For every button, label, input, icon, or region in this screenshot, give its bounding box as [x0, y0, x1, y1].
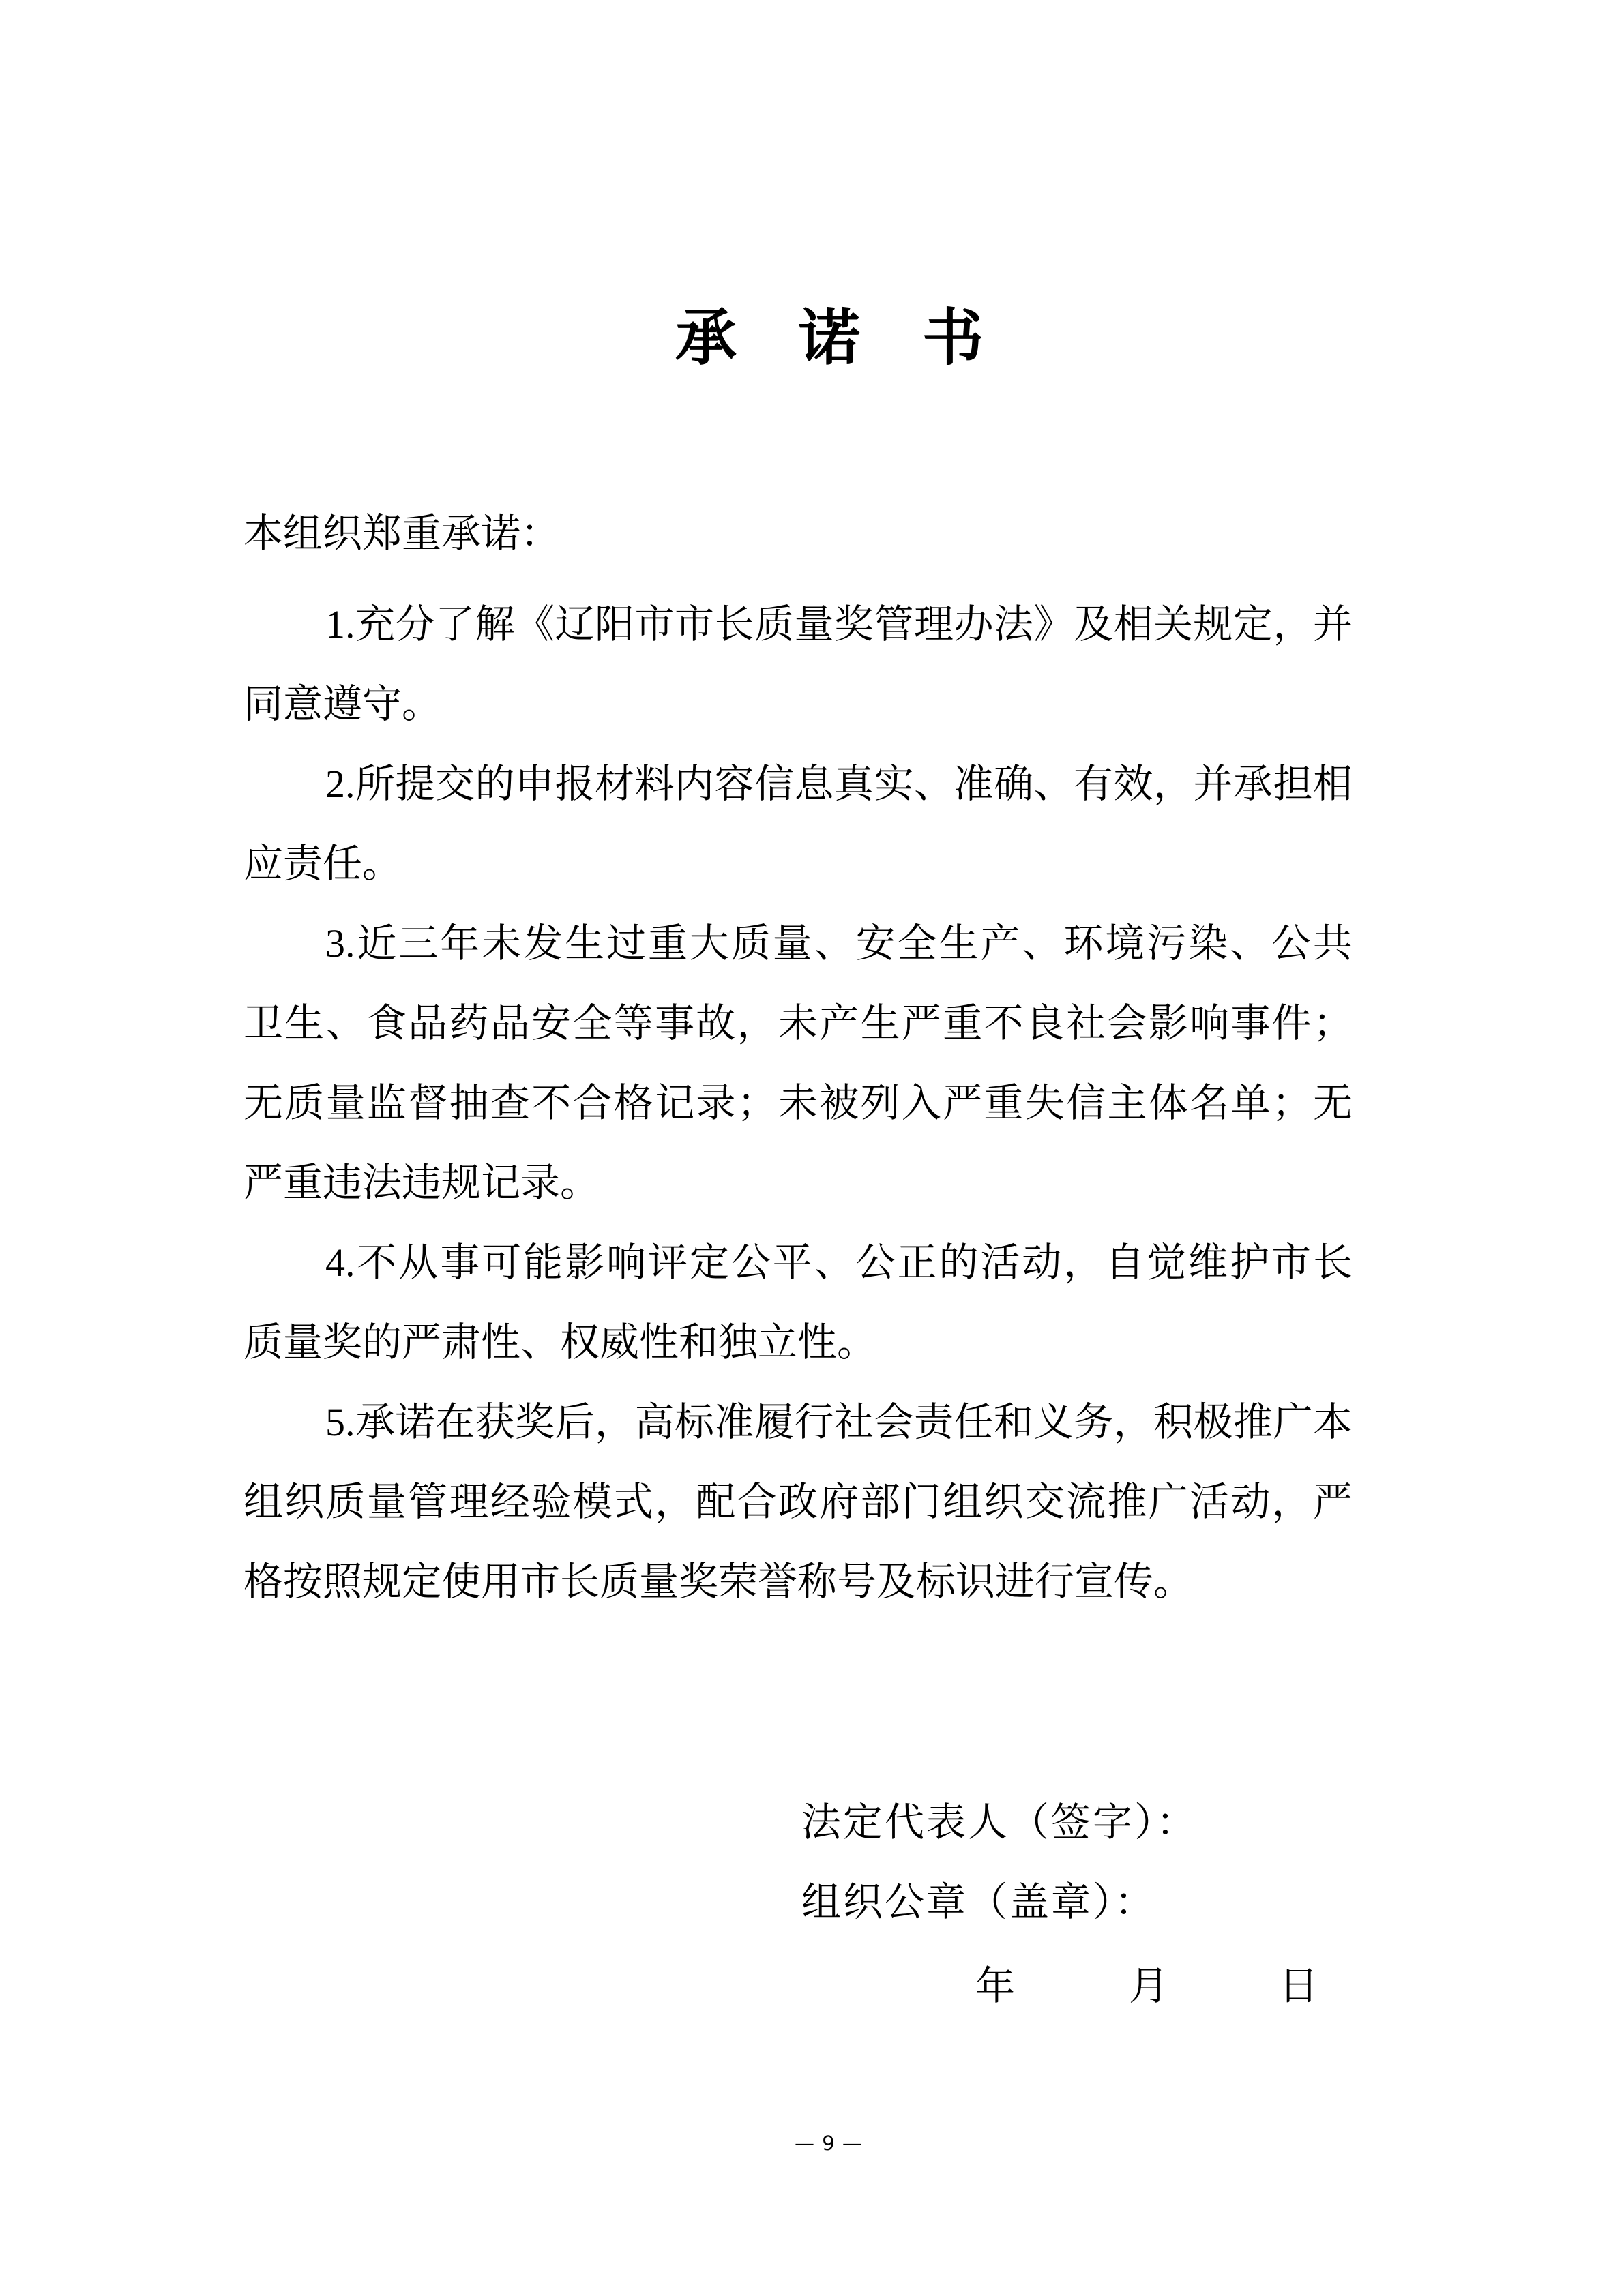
body-line: 本组织郑重承诺： [243, 511, 561, 556]
body-line: 3.近三年未发生过重大质量、安全生产、环境污染、公共 [325, 921, 1353, 966]
body-line: 1.充分了解《辽阳市市长质量奖管理办法》及相关规定，并 [325, 602, 1353, 646]
body-line: 格按照规定使用市长质量奖荣誉称号及标识进行宣传。 [243, 1560, 1194, 1604]
commitment-body [243, 494, 1353, 1622]
body-line: 同意遵守。 [243, 682, 442, 726]
date-year-label: 年 [975, 1964, 1016, 2008]
body-line: 2.所提交的申报材料内容信息真实、准确、有效，并承担相 [325, 762, 1353, 806]
body-line: 无质量监督抽查不合格记录；未被列入严重失信主体名单；无 [243, 1081, 1353, 1125]
body-line: 5.承诺在获奖后，高标准履行社会责任和义务，积极推广本 [325, 1400, 1353, 1444]
page-title: 承诺书 [675, 305, 1046, 372]
body-line: 应责任。 [243, 841, 402, 886]
date-day-label: 日 [1279, 1964, 1319, 2008]
body-line: 4.不从事可能影响评定公平、公正的活动，自觉维护市长 [325, 1240, 1353, 1285]
body-line: 质量奖的严肃性、权威性和独立性。 [243, 1320, 877, 1365]
legal-representative-signature-label: 法定代表人（签字）： [801, 1800, 1198, 1845]
date-month-label: 月 [1129, 1964, 1169, 2008]
body-line: 组织质量管理经验模式，配合政府部门组织交流推广活动，严 [243, 1480, 1353, 1524]
body-line: 卫生、食品药品安全等事故，未产生严重不良社会影响事件； [243, 1001, 1353, 1045]
page-number: — 9 — [795, 2132, 863, 2155]
organization-seal-label: 组织公章（盖章）： [801, 1880, 1157, 1924]
body-line: 严重违法违规记录。 [243, 1161, 600, 1205]
